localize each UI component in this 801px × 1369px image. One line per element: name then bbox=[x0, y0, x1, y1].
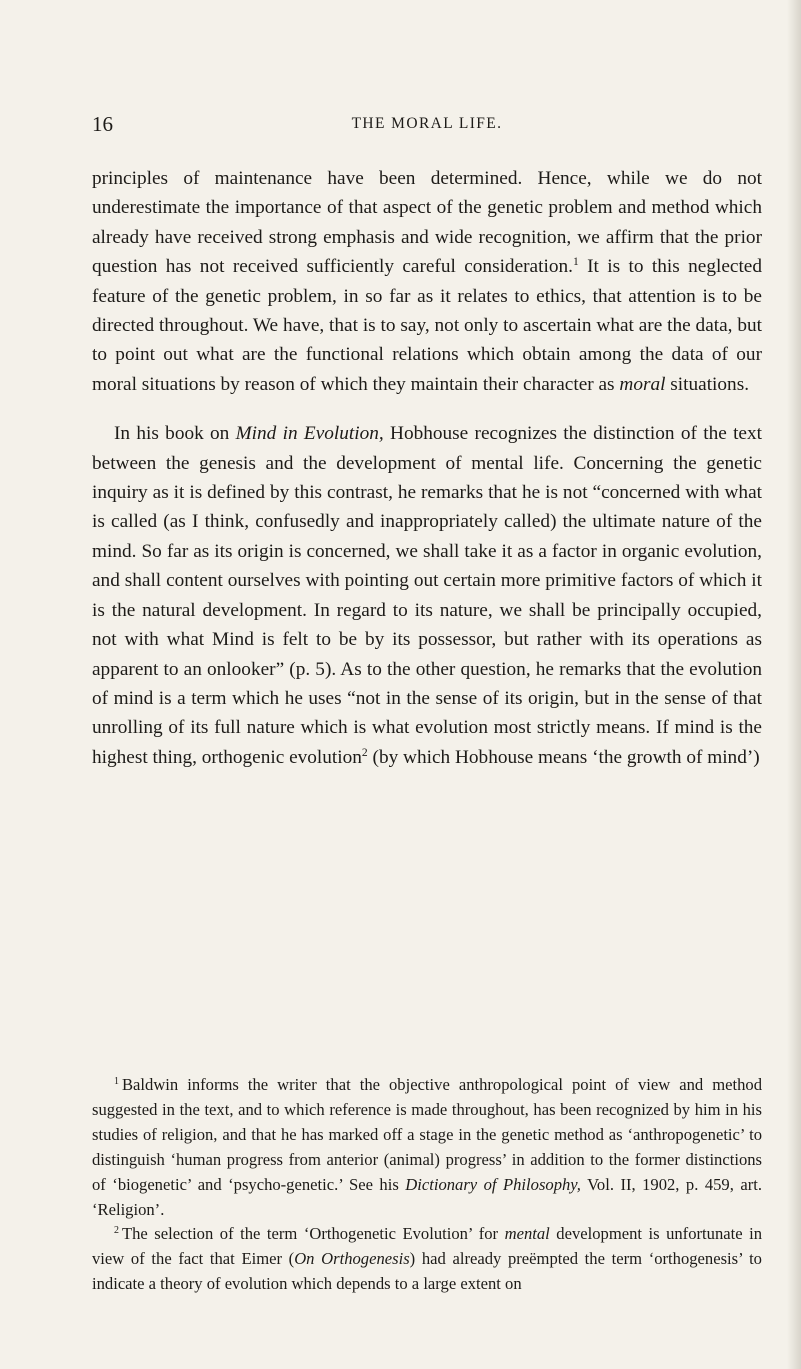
footnote-ref-1: 1 bbox=[572, 255, 579, 269]
footnote-2-emphasis-mental: mental bbox=[504, 1224, 550, 1244]
footnote-1 bbox=[92, 1073, 762, 1222]
book-title-dictionary-of-philosophy: Dictionary of Philosophy, bbox=[405, 1174, 581, 1194]
footnote-2-marker: 2 bbox=[114, 1225, 119, 1237]
paragraph-1-text-c: situations. bbox=[665, 373, 750, 395]
footnote-1-text-a: Baldwin informs the writer that the objective anthropological point of view and method suggested in the text, and to which reference is made throughout, has been recognized by him in his studies of religion, and that he has marked off a stage in the genetic method as ‘anthropogenetic’ to distinguish ‘human progress from anterior (animal) progress’ in addition to the former distinctions of ‘biogenetic’ and ‘psycho-genetic.’ See his bbox=[92, 1075, 762, 1194]
footnote-1-marker: 1 bbox=[114, 1076, 119, 1088]
footnote-ref-2: 2 bbox=[361, 745, 368, 759]
paragraph-1-text-a: principles of maintenance have been determined. Hence, while we do not underestimate the importance of that aspect of the genetic problem and method which already have received strong emphasis and wide recognition, we affirm that the prior question has not received sufficiently careful consideration. bbox=[92, 168, 762, 278]
page-number: 16 bbox=[92, 112, 113, 136]
footnotes bbox=[92, 1073, 762, 1297]
footnote-2-text-c: ) had already preëmpted the term ‘orthogenesis’ to indicate a theory of evolution which depends to a large extent on bbox=[92, 1249, 762, 1294]
page-edge-shadow bbox=[787, 0, 801, 1369]
paragraph-2-text-a: In his book on bbox=[114, 423, 236, 445]
paragraph-1-text-b: It is to this neglected feature of the genetic problem, in so far as it relates to ethics, that attention is to be directed throughout. We have, that is to say, not only to ascertain what are the data, but to point out what are the functional relations which obtain among the data of our moral situations by reason of which they maintain their character as bbox=[92, 256, 763, 395]
paragraph-2-text-b: Hobhouse recognizes the distinction of the text between the genesis and the development of mental life. Concerning the genetic inquiry as it is defined by this contrast, he remarks that he is not “concerned with what is called (as I think, confusedly and inappropriately called) the ultimate nature of the mind. So far as its origin is concerned, we shall take it as a factor in organic evolution, and shall content ourselves with pointing out certain more primitive factors of which it is the natural development. In regard to its nature, we shall be principally occupied, not with what Mind is felt to be by its possessor, but rather with its operations as apparent to an onlooker” (p. 5). As to the other question, he remarks that the evolution of mind is a term which he uses “not in the sense of its origin, but in the sense of that unrolling of its full nature which is what evolution most strictly means. If mind is the highest thing, orthogenic evolution bbox=[92, 423, 762, 768]
main-text bbox=[92, 164, 762, 772]
paragraph-1 bbox=[92, 164, 762, 399]
footnote-2 bbox=[92, 1222, 762, 1297]
paragraph-2-text-c: (by which Hobhouse means ‘the growth of mind’) bbox=[367, 746, 760, 768]
running-title: THE MORAL LIFE. bbox=[351, 115, 503, 132]
footnote-2-text-b: development is unfortunate in view of the fact that Eimer ( bbox=[92, 1224, 762, 1269]
page-header bbox=[92, 112, 762, 136]
paragraph-2 bbox=[92, 419, 762, 772]
footnote-1-text-b: Vol. II, 1902, p. 459, art. ‘Religion’. bbox=[92, 1174, 762, 1219]
footnote-2-text-a: The selection of the term ‘Orthogenetic Evolution’ for bbox=[121, 1224, 505, 1244]
book-title-mind-in-evolution: Mind in Evolution, bbox=[235, 423, 384, 445]
paragraph-1-emphasis: moral bbox=[619, 373, 666, 395]
book-title-on-orthogenesis: On Orthogenesis bbox=[294, 1249, 410, 1269]
